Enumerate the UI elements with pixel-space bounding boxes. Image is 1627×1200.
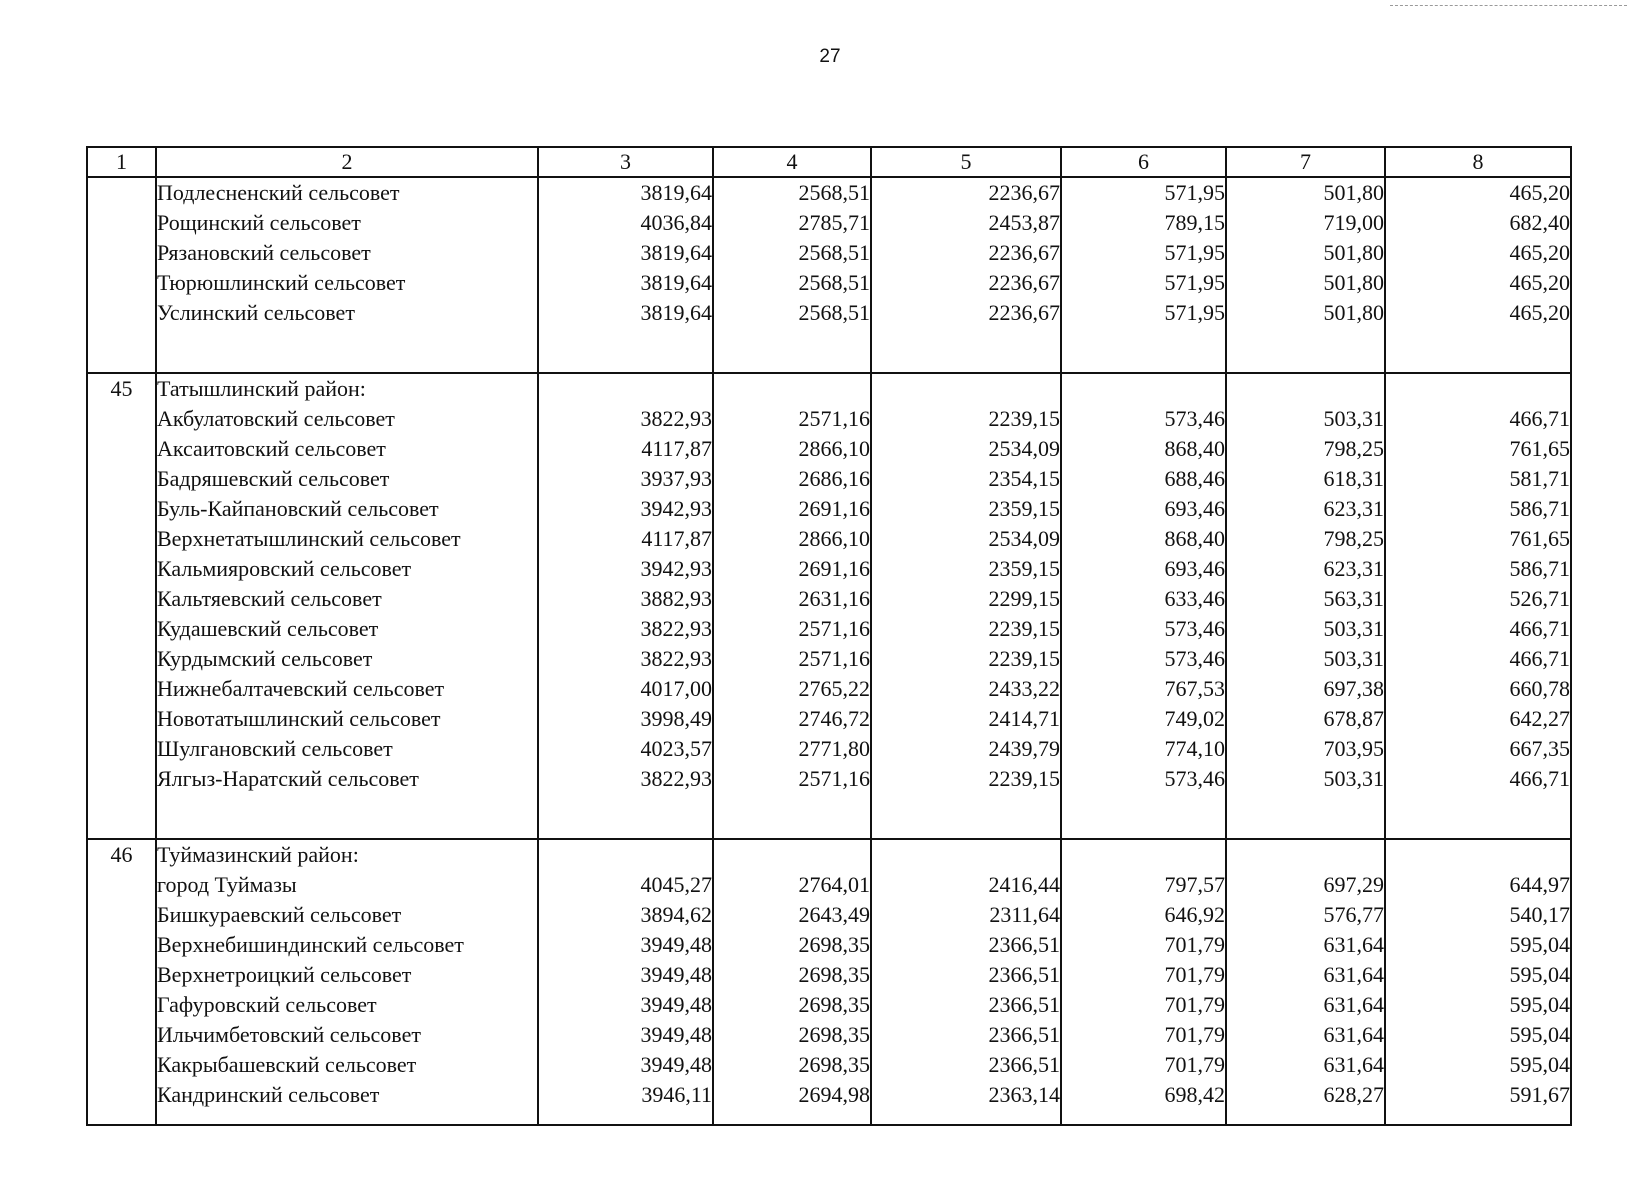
column-header: 7 (1226, 147, 1385, 177)
value-cell-v5: 2363,14 (871, 1080, 1061, 1110)
table-row (87, 644, 1571, 674)
value-cell-v8: 682,40 (1385, 208, 1571, 238)
value-cell-v6: 749,02 (1061, 704, 1226, 734)
table-row (87, 208, 1571, 238)
value-cell-v3: 4117,87 (538, 434, 713, 464)
settlement-name: Услинский сельсовет (156, 298, 538, 328)
district-number: 45 (87, 373, 156, 839)
value-cell-v4: 2765,22 (713, 674, 871, 704)
settlement-name: Кудашевский сельсовет (156, 614, 538, 644)
value-cell-v3: 3819,64 (538, 298, 713, 328)
empty-cell (1061, 373, 1226, 404)
empty-cell (1226, 1110, 1385, 1125)
value-cell-v3: 3946,11 (538, 1080, 713, 1110)
settlement-name: Кальмияровский сельсовет (156, 554, 538, 584)
spacer-row (87, 328, 1571, 373)
empty-cell (156, 794, 538, 839)
settlement-name: Тюрюшлинский сельсовет (156, 268, 538, 298)
value-cell-v4: 2643,49 (713, 900, 871, 930)
empty-cell (1226, 373, 1385, 404)
value-cell-v5: 2414,71 (871, 704, 1061, 734)
table-row (87, 494, 1571, 524)
value-cell-v8: 761,65 (1385, 524, 1571, 554)
value-cell-v8: 465,20 (1385, 298, 1571, 328)
value-cell-v7: 697,38 (1226, 674, 1385, 704)
value-cell-v7: 631,64 (1226, 1050, 1385, 1080)
value-cell-v7: 623,31 (1226, 494, 1385, 524)
value-cell-v5: 2239,15 (871, 644, 1061, 674)
value-cell-v3: 3822,93 (538, 614, 713, 644)
value-cell-v7: 503,31 (1226, 404, 1385, 434)
settlement-name: Бадряшевский сельсовет (156, 464, 538, 494)
value-cell-v5: 2236,67 (871, 238, 1061, 268)
value-cell-v3: 4036,84 (538, 208, 713, 238)
value-cell-v7: 503,31 (1226, 644, 1385, 674)
value-cell-v8: 595,04 (1385, 930, 1571, 960)
value-cell-v8: 586,71 (1385, 494, 1571, 524)
value-cell-v6: 573,46 (1061, 644, 1226, 674)
empty-cell (538, 328, 713, 373)
settlement-name: Верхнебишиндинский сельсовет (156, 930, 538, 960)
value-cell-v6: 573,46 (1061, 614, 1226, 644)
value-cell-v7: 623,31 (1226, 554, 1385, 584)
value-cell-v5: 2299,15 (871, 584, 1061, 614)
value-cell-v7: 798,25 (1226, 524, 1385, 554)
value-cell-v4: 2568,51 (713, 238, 871, 268)
value-cell-v6: 688,46 (1061, 464, 1226, 494)
table-row (87, 1080, 1571, 1110)
value-cell-v7: 501,80 (1226, 268, 1385, 298)
value-cell-v3: 3949,48 (538, 990, 713, 1020)
value-cell-v3: 3949,48 (538, 960, 713, 990)
table-row (87, 734, 1571, 764)
value-cell-v7: 678,87 (1226, 704, 1385, 734)
value-cell-v5: 2359,15 (871, 554, 1061, 584)
table-row (87, 870, 1571, 900)
value-cell-v4: 2571,16 (713, 404, 871, 434)
value-cell-v5: 2534,09 (871, 524, 1061, 554)
value-cell-v6: 571,95 (1061, 268, 1226, 298)
empty-cell (1385, 373, 1571, 404)
value-cell-v5: 2236,67 (871, 177, 1061, 208)
empty-cell (1385, 1110, 1571, 1125)
value-cell-v4: 2698,35 (713, 1050, 871, 1080)
value-cell-v5: 2366,51 (871, 990, 1061, 1020)
value-cell-v3: 3937,93 (538, 464, 713, 494)
value-cell-v6: 573,46 (1061, 404, 1226, 434)
value-cell-v7: 697,29 (1226, 870, 1385, 900)
value-cell-v8: 595,04 (1385, 960, 1571, 990)
table-row (87, 930, 1571, 960)
value-cell-v4: 2698,35 (713, 930, 871, 960)
value-cell-v6: 646,92 (1061, 900, 1226, 930)
value-cell-v5: 2439,79 (871, 734, 1061, 764)
empty-cell (156, 328, 538, 373)
value-cell-v4: 2698,35 (713, 1020, 871, 1050)
value-cell-v4: 2764,01 (713, 870, 871, 900)
value-cell-v5: 2453,87 (871, 208, 1061, 238)
empty-cell (713, 328, 871, 373)
settlement-name: Новотатышлинский сельсовет (156, 704, 538, 734)
settlement-name: Какрыбашевский сельсовет (156, 1050, 538, 1080)
empty-cell (1385, 328, 1571, 373)
value-cell-v8: 465,20 (1385, 177, 1571, 208)
district-number (87, 177, 156, 373)
value-cell-v7: 628,27 (1226, 1080, 1385, 1110)
value-cell-v4: 2631,16 (713, 584, 871, 614)
value-cell-v4: 2571,16 (713, 764, 871, 794)
value-cell-v5: 2433,22 (871, 674, 1061, 704)
value-cell-v3: 3882,93 (538, 584, 713, 614)
value-cell-v6: 701,79 (1061, 930, 1226, 960)
empty-cell (871, 839, 1061, 870)
empty-cell (1226, 839, 1385, 870)
table-row (87, 404, 1571, 434)
value-cell-v5: 2311,64 (871, 900, 1061, 930)
value-cell-v3: 3819,64 (538, 177, 713, 208)
value-cell-v5: 2359,15 (871, 494, 1061, 524)
value-cell-v8: 466,71 (1385, 764, 1571, 794)
value-cell-v3: 4023,57 (538, 734, 713, 764)
value-cell-v6: 701,79 (1061, 1050, 1226, 1080)
empty-cell (538, 373, 713, 404)
spacer-row (87, 1110, 1571, 1125)
district-number: 46 (87, 839, 156, 1125)
empty-cell (871, 1110, 1061, 1125)
value-cell-v7: 503,31 (1226, 614, 1385, 644)
column-header: 8 (1385, 147, 1571, 177)
settlement-name: Рязановский сельсовет (156, 238, 538, 268)
district-title: Татышлинский район: (156, 373, 538, 404)
value-cell-v6: 633,46 (1061, 584, 1226, 614)
value-cell-v3: 4017,00 (538, 674, 713, 704)
value-cell-v8: 595,04 (1385, 990, 1571, 1020)
empty-cell (1385, 794, 1571, 839)
value-cell-v8: 526,71 (1385, 584, 1571, 614)
settlement-name: Акбулатовский сельсовет (156, 404, 538, 434)
value-cell-v6: 868,40 (1061, 524, 1226, 554)
column-header: 3 (538, 147, 713, 177)
settlement-name: Кальтяевский сельсовет (156, 584, 538, 614)
value-cell-v3: 3894,62 (538, 900, 713, 930)
value-cell-v8: 540,17 (1385, 900, 1571, 930)
settlement-name: Верхнетроицкий сельсовет (156, 960, 538, 990)
settlement-name: Буль-Кайпановский сельсовет (156, 494, 538, 524)
value-cell-v6: 797,57 (1061, 870, 1226, 900)
value-cell-v7: 798,25 (1226, 434, 1385, 464)
district-title: Туймазинский район: (156, 839, 538, 870)
column-header: 4 (713, 147, 871, 177)
column-header: 5 (871, 147, 1061, 177)
district-group (87, 839, 1571, 1125)
value-cell-v7: 501,80 (1226, 177, 1385, 208)
table-row (87, 1050, 1571, 1080)
empty-cell (871, 794, 1061, 839)
settlement-name: Ялгыз-Наратский сельсовет (156, 764, 538, 794)
settlement-name: Курдымский сельсовет (156, 644, 538, 674)
value-cell-v7: 719,00 (1226, 208, 1385, 238)
settlement-name: Бишкураевский сельсовет (156, 900, 538, 930)
settlement-name: город Туймазы (156, 870, 538, 900)
value-cell-v4: 2746,72 (713, 704, 871, 734)
value-cell-v3: 4117,87 (538, 524, 713, 554)
value-cell-v5: 2366,51 (871, 930, 1061, 960)
value-cell-v4: 2785,71 (713, 208, 871, 238)
value-cell-v7: 631,64 (1226, 1020, 1385, 1050)
value-cell-v6: 767,53 (1061, 674, 1226, 704)
value-cell-v8: 586,71 (1385, 554, 1571, 584)
table-row (87, 434, 1571, 464)
district-title-row (87, 373, 1571, 404)
settlement-name: Шулгановский сельсовет (156, 734, 538, 764)
table-row (87, 464, 1571, 494)
empty-cell (713, 1110, 871, 1125)
value-cell-v4: 2568,51 (713, 268, 871, 298)
value-cell-v7: 563,31 (1226, 584, 1385, 614)
value-cell-v5: 2236,67 (871, 298, 1061, 328)
value-cell-v4: 2686,16 (713, 464, 871, 494)
table-row (87, 524, 1571, 554)
column-header: 2 (156, 147, 538, 177)
table-header (87, 147, 1571, 177)
value-cell-v7: 631,64 (1226, 990, 1385, 1020)
table-row (87, 298, 1571, 328)
empty-cell (538, 794, 713, 839)
value-cell-v3: 3822,93 (538, 644, 713, 674)
empty-cell (538, 1110, 713, 1125)
value-cell-v8: 581,71 (1385, 464, 1571, 494)
empty-cell (1226, 328, 1385, 373)
value-cell-v5: 2239,15 (871, 404, 1061, 434)
table-row (87, 704, 1571, 734)
value-cell-v6: 571,95 (1061, 238, 1226, 268)
value-cell-v3: 3942,93 (538, 494, 713, 524)
value-cell-v3: 3949,48 (538, 1050, 713, 1080)
table-row (87, 990, 1571, 1020)
value-cell-v4: 2691,16 (713, 494, 871, 524)
settlement-name: Нижнебалтачевский сельсовет (156, 674, 538, 704)
value-cell-v4: 2866,10 (713, 524, 871, 554)
value-cell-v4: 2698,35 (713, 990, 871, 1020)
value-cell-v5: 2236,67 (871, 268, 1061, 298)
value-cell-v4: 2698,35 (713, 960, 871, 990)
empty-cell (713, 839, 871, 870)
table-row (87, 900, 1571, 930)
value-cell-v8: 660,78 (1385, 674, 1571, 704)
value-cell-v6: 571,95 (1061, 177, 1226, 208)
table-row (87, 554, 1571, 584)
settlement-name: Кандринский сельсовет (156, 1080, 538, 1110)
value-cell-v5: 2416,44 (871, 870, 1061, 900)
value-cell-v4: 2691,16 (713, 554, 871, 584)
scan-edge-line (1390, 5, 1627, 6)
value-cell-v5: 2366,51 (871, 960, 1061, 990)
value-cell-v5: 2534,09 (871, 434, 1061, 464)
value-cell-v7: 501,80 (1226, 238, 1385, 268)
district-title-row (87, 839, 1571, 870)
empty-cell (1061, 328, 1226, 373)
value-cell-v5: 2366,51 (871, 1020, 1061, 1050)
table-row (87, 960, 1571, 990)
district-group (87, 373, 1571, 839)
value-cell-v4: 2694,98 (713, 1080, 871, 1110)
settlement-name: Подлесненский сельсовет (156, 177, 538, 208)
empty-cell (871, 328, 1061, 373)
empty-cell (713, 794, 871, 839)
value-cell-v5: 2239,15 (871, 764, 1061, 794)
value-cell-v8: 465,20 (1385, 268, 1571, 298)
value-cell-v3: 3998,49 (538, 704, 713, 734)
value-cell-v7: 576,77 (1226, 900, 1385, 930)
value-cell-v6: 693,46 (1061, 494, 1226, 524)
empty-cell (1061, 1110, 1226, 1125)
value-cell-v7: 631,64 (1226, 930, 1385, 960)
table-row (87, 584, 1571, 614)
value-cell-v6: 693,46 (1061, 554, 1226, 584)
table-row (87, 674, 1571, 704)
empty-cell (1061, 839, 1226, 870)
value-cell-v6: 698,42 (1061, 1080, 1226, 1110)
settlement-name: Гафуровский сельсовет (156, 990, 538, 1020)
empty-cell (871, 373, 1061, 404)
value-cell-v3: 4045,27 (538, 870, 713, 900)
settlement-name: Верхнетатышлинский сельсовет (156, 524, 538, 554)
value-cell-v8: 591,67 (1385, 1080, 1571, 1110)
value-cell-v6: 701,79 (1061, 960, 1226, 990)
value-cell-v3: 3949,48 (538, 1020, 713, 1050)
value-cell-v3: 3819,64 (538, 268, 713, 298)
value-cell-v7: 501,80 (1226, 298, 1385, 328)
value-cell-v4: 2568,51 (713, 298, 871, 328)
settlement-name: Ильчимбетовский сельсовет (156, 1020, 538, 1050)
value-cell-v7: 631,64 (1226, 960, 1385, 990)
settlement-name: Рощинский сельсовет (156, 208, 538, 238)
value-cell-v4: 2866,10 (713, 434, 871, 464)
empty-cell (538, 839, 713, 870)
value-cell-v8: 642,27 (1385, 704, 1571, 734)
value-cell-v8: 466,71 (1385, 614, 1571, 644)
value-cell-v4: 2571,16 (713, 644, 871, 674)
column-header: 1 (87, 147, 156, 177)
value-cell-v7: 618,31 (1226, 464, 1385, 494)
column-number-row (87, 147, 1571, 177)
value-cell-v8: 595,04 (1385, 1050, 1571, 1080)
empty-cell (1385, 839, 1571, 870)
table-row (87, 1020, 1571, 1050)
empty-cell (1061, 794, 1226, 839)
table-row (87, 238, 1571, 268)
spacer-row (87, 794, 1571, 839)
column-header: 6 (1061, 147, 1226, 177)
value-cell-v5: 2366,51 (871, 1050, 1061, 1080)
value-cell-v7: 703,95 (1226, 734, 1385, 764)
value-cell-v6: 701,79 (1061, 1020, 1226, 1050)
value-cell-v6: 573,46 (1061, 764, 1226, 794)
value-cell-v6: 701,79 (1061, 990, 1226, 1020)
value-cell-v6: 868,40 (1061, 434, 1226, 464)
value-cell-v6: 774,10 (1061, 734, 1226, 764)
tariff-table (86, 146, 1572, 1126)
table-row (87, 268, 1571, 298)
value-cell-v3: 3949,48 (538, 930, 713, 960)
value-cell-v3: 3822,93 (538, 404, 713, 434)
settlement-name: Аксаитовский сельсовет (156, 434, 538, 464)
value-cell-v4: 2568,51 (713, 177, 871, 208)
value-cell-v8: 644,97 (1385, 870, 1571, 900)
value-cell-v3: 3942,93 (538, 554, 713, 584)
table-row (87, 764, 1571, 794)
district-group (87, 177, 1571, 373)
value-cell-v4: 2571,16 (713, 614, 871, 644)
value-cell-v4: 2771,80 (713, 734, 871, 764)
value-cell-v7: 503,31 (1226, 764, 1385, 794)
value-cell-v8: 466,71 (1385, 404, 1571, 434)
value-cell-v5: 2239,15 (871, 614, 1061, 644)
value-cell-v8: 466,71 (1385, 644, 1571, 674)
value-cell-v6: 571,95 (1061, 298, 1226, 328)
value-cell-v3: 3822,93 (538, 764, 713, 794)
value-cell-v8: 667,35 (1385, 734, 1571, 764)
value-cell-v3: 3819,64 (538, 238, 713, 268)
value-cell-v8: 465,20 (1385, 238, 1571, 268)
value-cell-v8: 761,65 (1385, 434, 1571, 464)
page-number: 27 (819, 46, 841, 67)
value-cell-v5: 2354,15 (871, 464, 1061, 494)
value-cell-v6: 789,15 (1061, 208, 1226, 238)
empty-cell (1226, 794, 1385, 839)
table-row (87, 614, 1571, 644)
empty-cell (156, 1110, 538, 1125)
table-row (87, 177, 1571, 208)
empty-cell (713, 373, 871, 404)
value-cell-v8: 595,04 (1385, 1020, 1571, 1050)
